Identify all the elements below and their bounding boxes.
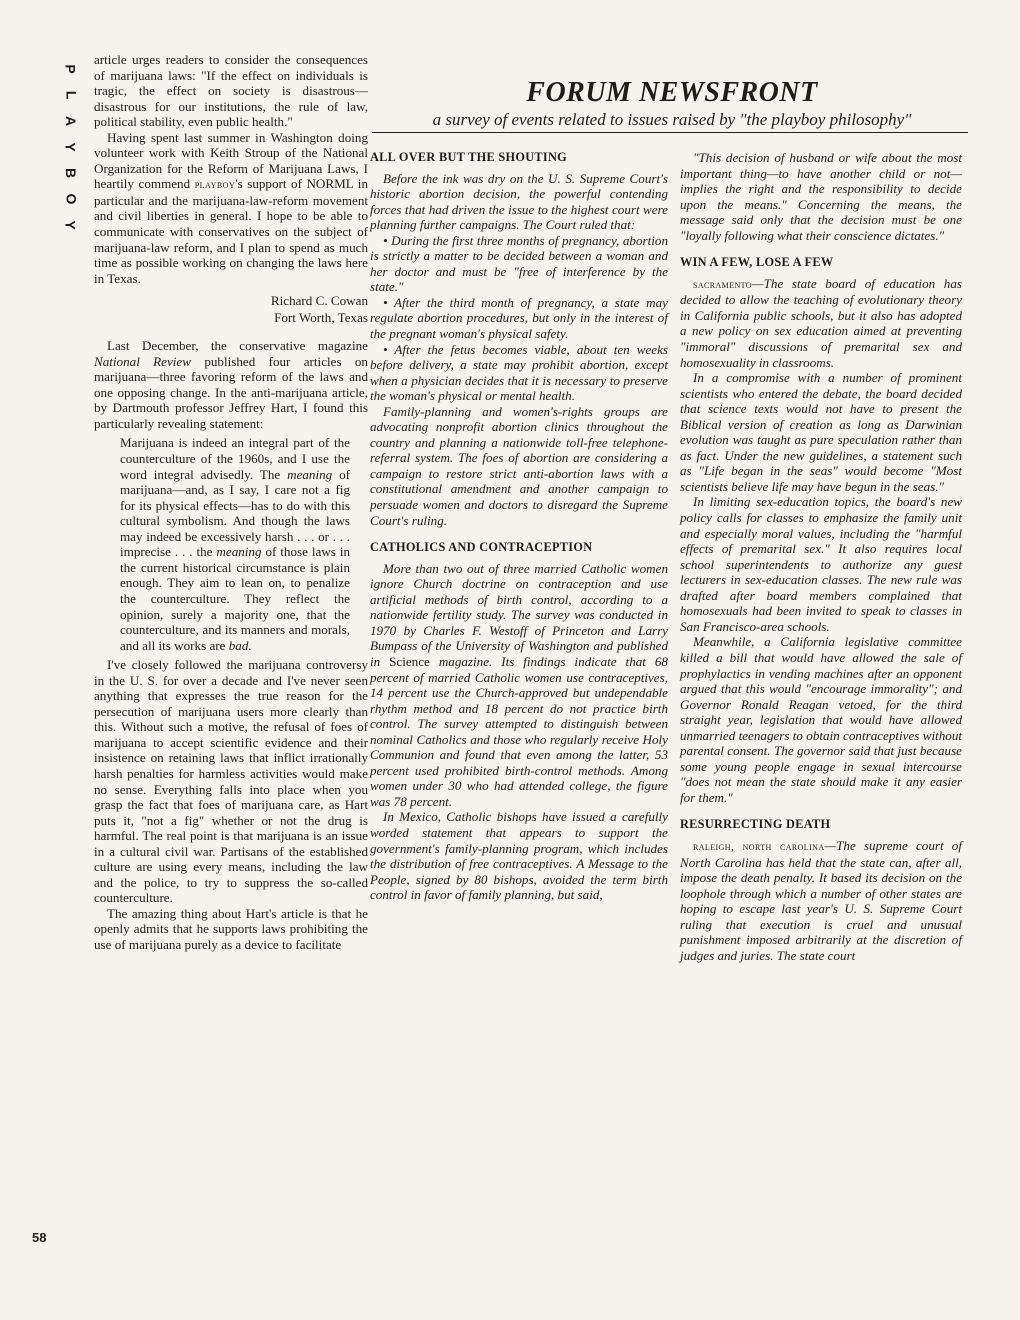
forum-column-2 <box>370 150 668 903</box>
signature-name: Richard C. Cowan <box>270 293 368 309</box>
header-rule <box>372 132 968 133</box>
article-paragraph: sacramento—The state board of education has decided to allow the teaching of evolutionary theory in California public schools, but it also has adopted a new policy on sex education aimed at preventing "immoral" discussions of premarital sex and homosexuality in classrooms. <box>680 275 962 370</box>
letter-paragraph: Last December, the conservative magazine National Review published four articles on marijuana—three favoring reform of the laws and one opposing change. In the anti-marijuana article, by Dartmouth professor Jeffrey Hart, I found this particularly revealing statement: <box>94 338 368 431</box>
article-paragraph: In a compromise with a number of prominent scientists who entered the debate, the board decided that science texts would not have to present the Biblical version of creation as long as Darwinian evolution was taught as pure speculation rather than as fact. Under the new guidelines, a statement such as "Life began in the seas" would become "Most scientists believe life may have begun in the seas." <box>680 370 962 494</box>
article-paragraph: raleigh, north carolina—The supreme court of North Carolina has held that the state can, after all, impose the death penalty. It based its decision on the loophole through which a number of other states are hoping to escape last year's U. S. Supreme Court ruling that execution is cruel and unusual punishment imposed arbitrarily at the discretion of judges and juries. The state court <box>680 837 962 963</box>
masthead-letter: L <box>63 90 79 100</box>
page-number: 58 <box>32 1230 47 1245</box>
masthead-letter: P <box>63 64 79 74</box>
playboy-smallcaps: playboy <box>194 177 236 192</box>
article-paragraph: More than two out of three married Catholic women ignore Church doctrine on contraception and use artificial methods of birth control, according to a nationwide fertility study. The survey was conducted in 1970 by Charles F. Westoff of Princeton and Larry Bumpass of the University of Washington and published in Science magazine. Its findings indicate that 68 percent of married Catholic women use contraceptives, 14 percent use the Church-approved but undependable rhythm method and 18 percent do not practice birth control. The survey attempted to distinguish between nominal Catholics and those who regularly receive Holy Communion and found that even among the latter, 53 percent used prohibited birth-control methods. Among women under 30 who had attended college, the figure was 78 percent. <box>370 560 668 809</box>
masthead-letter: A <box>63 115 79 127</box>
article-bullet: • After the third month of pregnancy, a state may regulate abortion procedures, but only in the interest of the pregnant woman's physical safety. <box>370 294 668 342</box>
forum-header <box>380 78 964 130</box>
forum-title: FORUM NEWSFRONT <box>526 77 818 108</box>
masthead-letter: Y <box>63 142 79 152</box>
article-bullet: • During the first three months of pregnancy, abortion is strictly a matter to be decided between a woman and her doctor and must be "free of interference by the state." <box>370 232 668 295</box>
section-heading: WIN A FEW, LOSE A FEW <box>680 255 834 270</box>
forum-subtitle: a survey of events related to issues raised by "the playboy philosophy" <box>432 110 912 129</box>
article-paragraph: In limiting sex-education topics, the board's new policy calls for classes to emphasize the family unit and especially moral values, including the "harmful effects of premarital sex." It also requires local school superintendents to authorize any guest lecturers in sex-education classes. The new rule was drafted after board members complained that homosexuals had been invited to speak to classes in San Francisco-area schools. <box>680 494 962 634</box>
letter-signature <box>94 292 368 326</box>
section-heading: RESURRECTING DEATH <box>680 817 831 832</box>
article-paragraph: Before the ink was dry on the U. S. Supreme Court's historic abortion decision, the powerful contending forces that had driven the issue to the highest court were planning further campaigns. The Court ruled that: <box>370 170 668 233</box>
forum-column-3 <box>680 150 962 963</box>
section-heading: CATHOLICS AND CONTRACEPTION <box>370 540 593 555</box>
signature-place: Fort Worth, Texas <box>274 310 368 326</box>
article-paragraph: "This decision of husband or wife about the most important thing—to have another child or not—implies the right and the responsibility to decide upon the means." Concerning the means, the message said only that the decision must be one "loyally following what their conscience dictates." <box>680 150 962 243</box>
section-heading: ALL OVER BUT THE SHOUTING <box>370 150 568 164</box>
dateline: sacramento <box>693 276 752 291</box>
block-quote: Marijuana is indeed an integral part of the counterculture of the 1960s, and I use the word integral advisedly. The meaning of marijuana—and, as I say, I care not a fig for its physical effects—has to do with this cultural symbolism. And though the laws may indeed be excessively harsh . . . or . . . imprecise . . . the meaning of those laws in the current historical circumstance is plain enough. They aim to lean on, to penalize the counterculture. They reflect the opinion, surely a majority one, that the counterculture, and its manners and morals, and all its works are bad. <box>120 435 351 653</box>
letter-paragraph: article urges readers to consider the consequences of marijuana laws: "If the effect on individuals is tragic, the effect on society is disastrous—disastrous for our institutions, the rule of law, political stability, even public health." <box>94 52 368 130</box>
vertical-masthead <box>58 56 84 238</box>
masthead-letter: B <box>63 167 79 179</box>
article-paragraph: Family-planning and women's-rights groups are advocating nonprofit abortion clinics throughout the country and planning a nationwide toll-free telephone-referral system. The foes of abortion are considering a campaign to restore strict anti-abortion laws with a constitutional amendment and another campaign to persuade women and doctors to disregard the Supreme Court's ruling. <box>370 403 668 528</box>
masthead-letter: O <box>62 193 79 205</box>
letters-column <box>94 52 368 953</box>
letter-paragraph: Having spent last summer in Washington doing volunteer work with Keith Stroup of the National Organization for the Reform of Marijuana Laws, I heartily commend playboy's support of NORML in particular and the marijuana-law-reform movement and civil liberties in general. I hope to be able to communicate with conservatives on the subject of marijuana-law reform, and I plan to spend as much time as possible working on changing the laws here in Texas. <box>94 129 368 286</box>
letter-paragraph: The amazing thing about Hart's article is that he openly admits that he supports laws prohibiting the use of marijuana purely as a device to facilitate <box>94 905 368 952</box>
dateline: raleigh, north carolina <box>693 838 825 853</box>
masthead-letter: Y <box>63 220 79 230</box>
article-paragraph: In Mexico, Catholic bishops have issued a carefully worded statement that appears to support the government's family-planning program, which includes the distribution of free contraceptives. A Message to the People, signed by 80 bishops, avoided the term birth control in favor of family planning, but said, <box>370 809 668 903</box>
article-paragraph: Meanwhile, a California legislative committee killed a bill that would have allowed the sale of prophylactics in vending machines after an opponent argued that this would "encourage immorality"; and Governor Ronald Reagan vetoed, for the third straight year, legislation that would have allowed unmarried teenagers to obtain contraceptives without parental consent. The governor said that just because some young people engage in sexual intercourse "does not mean the state should make it any easier for them." <box>680 634 962 805</box>
letter-paragraph: I've closely followed the marijuana controversy in the U. S. for over a decade and I've never seen anything that expresses the true reason for the persecution of marijuana users more clearly than this. Without such a motive, the refusal of foes of marijuana to accept scientific evidence and their insistence on retaining laws that inflict irrationally harsh penalties for harmless activities would make no sense. Everything falls into place when you grasp the fact that foes of marijuana care, as Hart puts it, "not a fig" whether or not the drug is harmful. The real point is that marijuana is an issue in a cultural civil war. Partisans of the established culture are using every means, including the law and the police, to try to suppress the so-called counterculture. <box>94 657 368 906</box>
article-bullet: • After the fetus becomes viable, about ten weeks before delivery, a state may prohibit abortion, except when a physician decides that it is necessary to preserve the woman's physical or mental health. <box>370 341 668 404</box>
